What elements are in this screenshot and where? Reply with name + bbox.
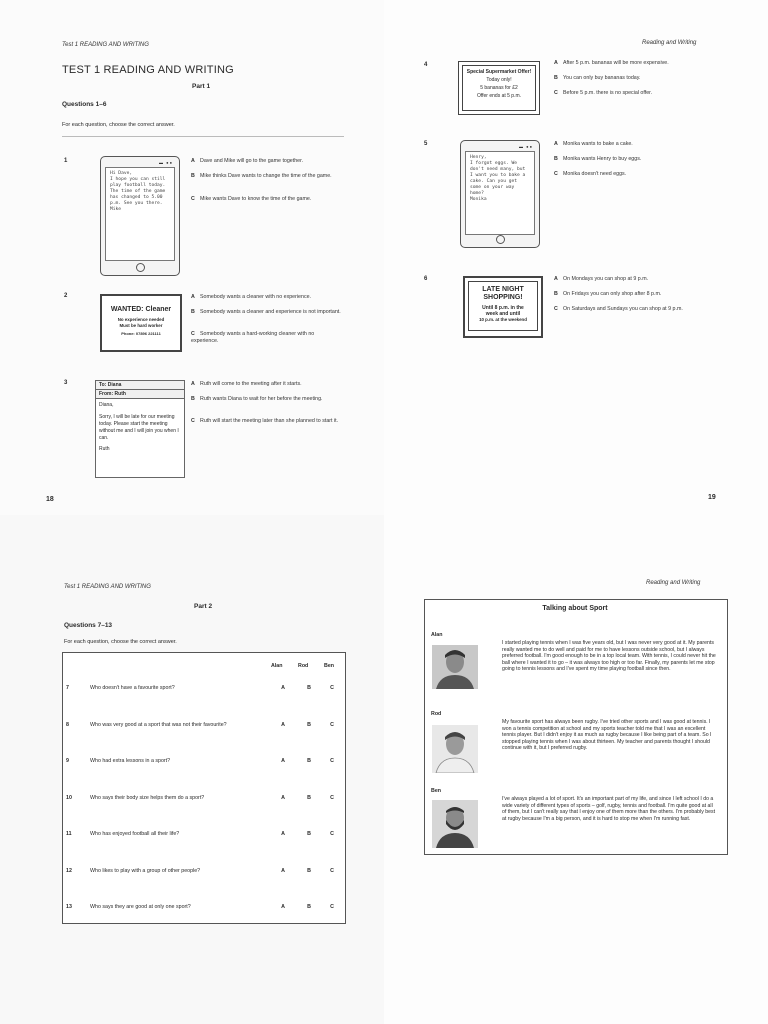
option-text: Mike wants Dave to know the time of the game. <box>200 196 312 202</box>
running-header: Test 1 READING AND WRITING <box>62 42 149 48</box>
alan-photo <box>432 645 478 689</box>
running-header: Test 1 READING AND WRITING <box>64 584 151 590</box>
option-text: Ruth will come to the meeting after it starts. <box>200 381 302 387</box>
option-text: You can only buy bananas today. <box>563 75 641 81</box>
option-text: Before 5 p.m. there is no special offer. <box>563 90 653 96</box>
question-number: 13 <box>66 904 72 911</box>
question-number: 10 <box>66 794 72 801</box>
question-number: 11 <box>66 831 72 838</box>
question-text: Who says their body size helps them do a sport? <box>90 794 205 801</box>
table-row <box>66 780 342 817</box>
option-a[interactable]: A Dave and Mike will go to the game together. <box>191 158 304 164</box>
question-number: 5 <box>424 141 428 147</box>
sign-title: LATE NIGHT <box>482 286 524 293</box>
answer-option-b[interactable]: B <box>307 867 311 874</box>
phone-message <box>460 140 540 248</box>
portrait-icon <box>432 800 478 848</box>
table-row <box>66 889 342 926</box>
answer-option-a[interactable]: A <box>281 904 285 911</box>
question-number: 2 <box>64 293 68 299</box>
email-to: To: Diana <box>96 381 184 390</box>
portrait-icon <box>432 725 478 773</box>
rod-text: My favourite sport has always been rugby. I've tried other sports and I was good at tennis. I won a tennis competition at school and my sports teacher told me that I was an excellent tennis player. But I didn't enjoy it as much as rugby because I like being part of a team. So I stopped playing tennis when I was about thirteen. My teacher and parents thought I should continue with it, but I preferred rugby. <box>502 719 712 752</box>
option-text: Monika wants Henry to buy eggs. <box>563 156 642 162</box>
part-label: Part 1 <box>192 83 211 90</box>
sign-line: No experience needed <box>117 317 165 322</box>
question-number: 8 <box>66 721 69 728</box>
person-name: Rod <box>431 711 442 717</box>
table-row <box>66 816 342 853</box>
option-c[interactable]: C On Saturdays and Sundays you can shop at 9 p.m. <box>554 306 683 312</box>
option-c[interactable]: C Mike wants Dave to know the time of the game. <box>191 196 312 202</box>
wanted-sign <box>100 294 182 352</box>
text-message: Henry, I forgot eggs. We don't need many, but I want you to bake a cake. Can you get some on your way home? Monika <box>465 151 535 235</box>
questions-table <box>66 670 342 926</box>
option-text: After 5 p.m. bananas will be more expensive. <box>563 60 669 66</box>
answer-option-a[interactable]: A <box>281 721 285 728</box>
option-a[interactable]: A On Mondays you can shop at 9 p.m. <box>554 276 649 282</box>
answer-option-b[interactable]: B <box>307 794 311 801</box>
supermarket-sign <box>458 61 540 115</box>
sign-phone: Phone: 07896 221111 <box>121 331 161 336</box>
answer-option-a[interactable]: A <box>281 794 285 801</box>
table-row <box>66 853 342 890</box>
answer-option-c[interactable]: C <box>330 831 334 838</box>
sign-line: 10 p.m. at the weekend <box>479 317 527 322</box>
answer-option-c[interactable]: C <box>330 867 334 874</box>
table-row <box>66 743 342 780</box>
option-b[interactable]: B On Fridays you can only shop after 8 p.m. <box>554 291 662 297</box>
email-note <box>95 380 185 478</box>
answer-option-b[interactable]: B <box>307 904 311 911</box>
option-text: Somebody wants a cleaner with no experience. <box>200 294 312 300</box>
answer-option-c[interactable]: C <box>330 794 334 801</box>
ben-photo <box>432 800 478 848</box>
option-b[interactable]: B Monika wants Henry to buy eggs. <box>554 156 642 162</box>
sign-line: Offer ends at 5 p.m. <box>476 93 522 99</box>
option-b[interactable]: B Somebody wants a cleaner and experience is not important. <box>191 309 341 315</box>
question-text: Who likes to play with a group of other people? <box>90 867 201 874</box>
option-text: Somebody wants a cleaner and experience is not important. <box>200 309 341 315</box>
option-text: On Fridays you can only shop after 8 p.m. <box>563 291 662 297</box>
page-21 <box>384 515 768 1024</box>
question-text: Who was very good at a sport that was not their favourite? <box>90 721 227 728</box>
answer-option-c[interactable]: C <box>330 904 334 911</box>
page-number: 18 <box>46 496 54 503</box>
option-c[interactable]: C Before 5 p.m. there is no special offer. <box>554 90 653 96</box>
answer-option-a[interactable]: A <box>281 685 285 692</box>
question-number: 7 <box>66 685 69 692</box>
table-row <box>66 670 342 707</box>
option-b[interactable]: B Ruth wants Diana to wait for her before the meeting. <box>191 396 323 402</box>
sign-title: Special Supermarket Offer! <box>466 69 532 75</box>
answer-option-c[interactable]: C <box>330 685 334 692</box>
question-number: 9 <box>66 758 69 765</box>
person-name: Alan <box>431 632 443 638</box>
phone-status-icon: ▬ ●● <box>159 160 173 165</box>
question-number: 6 <box>424 276 428 282</box>
portrait-icon <box>432 645 478 689</box>
late-night-sign <box>463 276 543 338</box>
test-title: TEST 1 READING AND WRITING <box>62 64 234 76</box>
phone-status-icon: ▬ ●● <box>519 144 533 149</box>
question-text: Who says they are good at only one sport? <box>90 904 191 911</box>
page-19 <box>384 0 768 515</box>
alan-text: I started playing tennis when I was five years old, but I was never very good at it. My parents really wanted me to do well and paid for me to have lessons outside school, but I always preferred football. I'm good enough to be in a top local team. With tennis, I could never hit the ball where I wanted it to go – it was always too high or too far. Finally, my parents let me stop going to tennis lessons and I've spent my time playing football since then. <box>502 640 716 673</box>
option-text: Somebody wants a hard-working cleaner with no experience. <box>191 331 315 344</box>
ben-text: I've always played a lot of sport. It's an important part of my life, and since I left school I do a wide variety of different types of sports – golf, rugby, tennis and football. I'm quite good at all of them, but I can't really say that I enjoy one of them more than the others. I'm probably best at rugby because I'm a big person, and it is hard to stop me when I'm running fast. <box>502 796 716 822</box>
text-message: Hi Dave, I hope you can still play football today. The time of the game has changed to 5.00 p.m. See you there. Mike <box>105 167 175 261</box>
home-button-icon <box>136 263 145 272</box>
person-name: Ben <box>431 788 442 794</box>
question-text: Who had extra lessons in a sport? <box>90 758 171 765</box>
divider <box>62 136 344 137</box>
questions-label: Questions 1–6 <box>62 101 107 108</box>
question-number: 3 <box>64 380 68 386</box>
question-number: 4 <box>424 62 428 68</box>
option-a[interactable]: A Monika wants to bake a cake. <box>554 141 633 147</box>
answer-option-b[interactable]: B <box>307 685 311 692</box>
option-text: Ruth will start the meeting later than she planned to start it. <box>200 418 339 424</box>
email-sign: Ruth <box>99 446 110 452</box>
option-text: Dave and Mike will go to the game together. <box>200 158 304 164</box>
question-text: Who has enjoyed football all their life? <box>90 831 180 838</box>
option-a[interactable]: A After 5 p.m. bananas will be more expensive. <box>554 60 669 66</box>
option-text: Ruth wants Diana to wait for her before the meeting. <box>200 396 323 402</box>
option-a[interactable]: A Somebody wants a cleaner with no experience. <box>191 294 312 300</box>
answer-option-b[interactable]: B <box>307 721 311 728</box>
table-row <box>66 707 342 744</box>
page-number: 19 <box>708 494 716 501</box>
running-header: Reading and Writing <box>642 40 697 46</box>
questions-label: Questions 7–13 <box>64 622 113 629</box>
option-c[interactable]: C Somebody wants a hard-working cleaner with no experience. <box>191 331 315 344</box>
email-greeting: Diana, <box>99 402 114 408</box>
column-header-ben: Ben <box>324 663 335 669</box>
page-18 <box>0 0 384 515</box>
instruction: For each question, choose the correct answer. <box>62 122 175 128</box>
instruction: For each question, choose the correct answer. <box>64 639 177 645</box>
question-number: 12 <box>66 867 72 874</box>
home-button-icon <box>496 235 505 244</box>
option-c[interactable]: C Monika doesn't need eggs. <box>554 171 627 177</box>
part-label: Part 2 <box>194 603 213 610</box>
answer-option-b[interactable]: B <box>307 831 311 838</box>
answer-option-a[interactable]: A <box>281 867 285 874</box>
option-b[interactable]: B Mike thinks Dave wants to change the time of the game. <box>191 173 332 179</box>
answer-option-b[interactable]: B <box>307 758 311 765</box>
option-text: On Saturdays and Sundays you can shop at 9 p.m. <box>563 306 683 312</box>
sign-title: WANTED: Cleaner <box>110 306 172 313</box>
column-header-rod: Rod <box>298 663 309 669</box>
question-number: 1 <box>64 158 68 164</box>
option-text: Mike thinks Dave wants to change the time of the game. <box>200 173 332 179</box>
sign-title: SHOPPING! <box>483 294 523 301</box>
option-a[interactable]: A Ruth will come to the meeting after it starts. <box>191 381 302 387</box>
answer-option-c[interactable]: C <box>330 721 334 728</box>
rod-photo <box>432 725 478 773</box>
answer-option-a[interactable]: A <box>281 831 285 838</box>
option-c[interactable]: C Ruth will start the meeting later than she planned to start it. <box>191 418 339 424</box>
answer-option-a[interactable]: A <box>281 758 285 765</box>
article-title: Talking about Sport <box>542 605 608 612</box>
question-text: Who doesn't have a favourite sport? <box>90 685 175 692</box>
option-b[interactable]: B You can only buy bananas today. <box>554 75 641 81</box>
email-body: Sorry, I will be late for our meeting today. Please start the meeting without me and I will join you when I can. <box>99 414 179 441</box>
answer-option-c[interactable]: C <box>330 758 334 765</box>
column-header-alan: Alan <box>271 663 283 669</box>
sign-line: Until 8 p.m. in the <box>482 305 524 311</box>
option-text: Monika wants to bake a cake. <box>563 141 633 147</box>
option-text: Monika doesn't need eggs. <box>563 171 627 177</box>
sign-line: Today only! <box>486 77 512 83</box>
sign-line: Must be hard worker <box>119 323 163 328</box>
option-text: On Mondays you can shop at 9 p.m. <box>563 276 649 282</box>
running-header: Reading and Writing <box>646 580 701 586</box>
email-from: From: Ruth <box>96 390 184 399</box>
page-20 <box>0 515 384 1024</box>
sign-line: 5 bananas for £2 <box>480 85 518 91</box>
phone-message <box>100 156 180 276</box>
sign-line: week and until <box>485 311 521 317</box>
